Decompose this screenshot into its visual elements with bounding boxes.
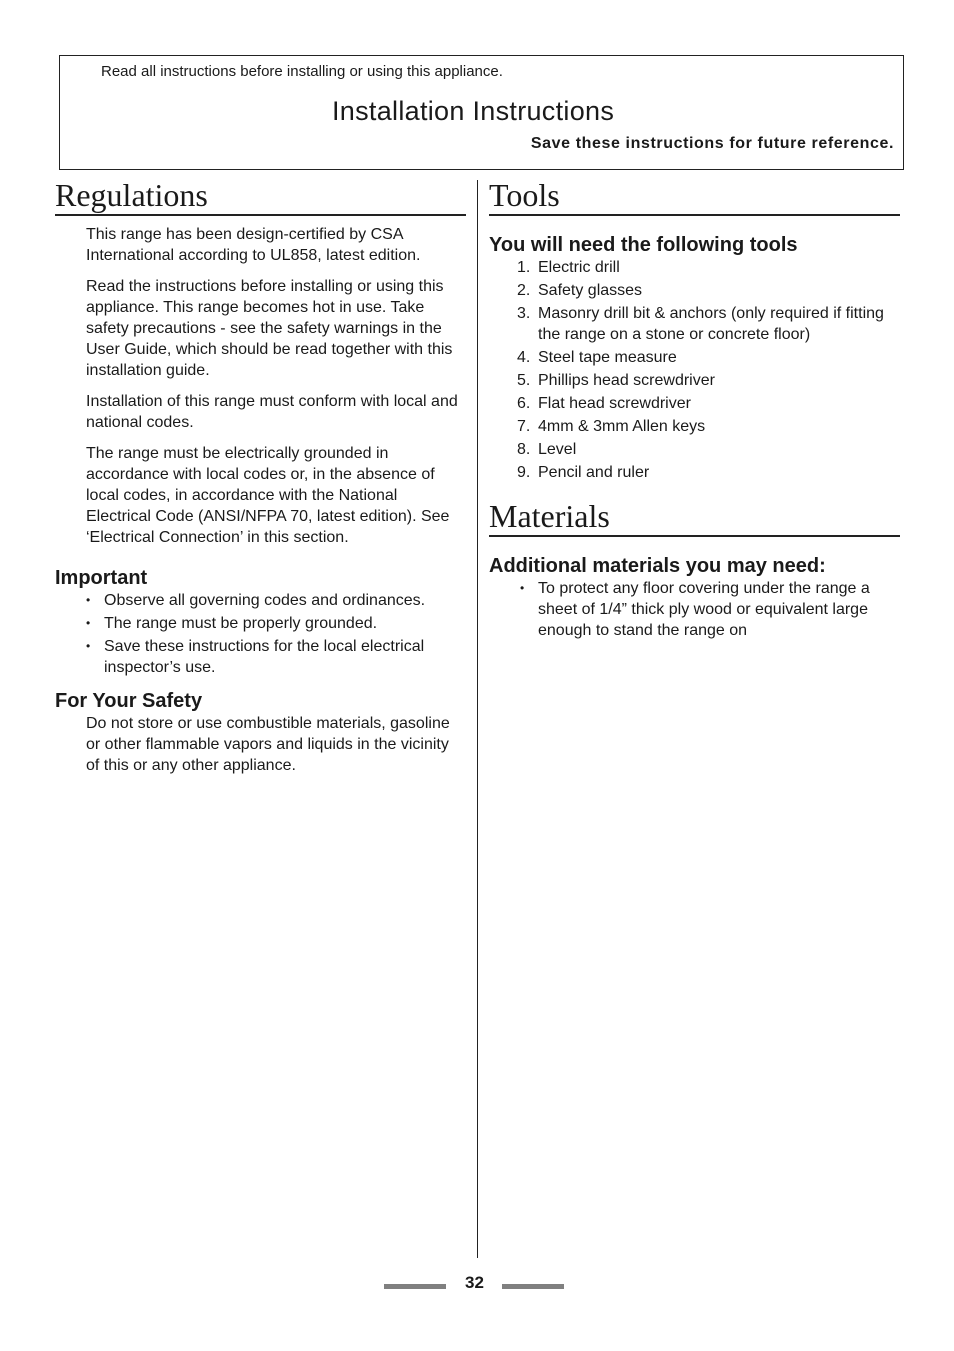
header-note: Read all instructions before installing or using this appliance. (101, 63, 503, 80)
header-title: Installation Instructions (332, 96, 615, 126)
list-item (489, 257, 900, 278)
tools-title: Tools (489, 178, 900, 216)
list-number: 3. (517, 305, 531, 322)
important-list (55, 590, 466, 678)
tools-column (489, 178, 900, 643)
list-text: Flat head screwdriver (538, 395, 691, 412)
list-item: • Observe all governing codes and ordinances. (55, 590, 466, 611)
list-text: Steel tape measure (538, 349, 677, 366)
save-note: Save these instructions for future reference. (530, 135, 894, 152)
list-number: 6. (517, 395, 531, 412)
safety-heading: For Your Safety (55, 690, 203, 712)
list-text: Electric drill (538, 259, 620, 276)
important-heading: Important (55, 567, 148, 589)
list-item: • To protect any floor covering under the range a sheet of 1/4” thick ply wood or equivalent large enough to stand the range on (489, 578, 900, 641)
list-item (489, 439, 900, 460)
header-box (59, 55, 904, 170)
list-text: Safety glasses (538, 282, 643, 299)
tools-heading: You will need the following tools (489, 234, 798, 256)
regulations-paragraph: Read the instructions before installing or using this appliance. This range becomes hot in use. Take safety precautions - see the safety warnings in the User Guide, which should be read together with this installation guide. (86, 278, 453, 379)
list-item (489, 370, 900, 391)
list-item (489, 347, 900, 368)
regulations-paragraph: The range must be electrically grounded in accordance with local codes or, in the absence of local codes, in accordance with the National Electrical Code (ANSI/NFPA 70, latest edition). See ‘Electrical Connection’ in this section. (86, 445, 450, 546)
footer-bar-left (384, 1284, 446, 1289)
regulations-title: Regulations (55, 178, 466, 216)
list-text: Masonry drill bit & anchors (only required if fitting the range on a stone or concrete floor) (538, 305, 884, 343)
list-number: 5. (517, 372, 531, 389)
list-number: 8. (517, 441, 531, 458)
regulations-paragraph: Installation of this range must conform with local and national codes. (86, 393, 458, 431)
regulations-paragraph: This range has been design-certified by CSA International according to UL858, latest edition. (86, 226, 421, 264)
list-item (489, 303, 900, 345)
materials-title: Materials (489, 499, 900, 537)
list-number: 7. (517, 418, 531, 435)
list-item (489, 393, 900, 414)
list-number: 2. (517, 282, 531, 299)
regulations-column (55, 178, 466, 786)
column-divider (477, 180, 478, 1258)
safety-text: Do not store or use combustible materials, gasoline or other flammable vapors and liquids in the vicinity of this or any other appliance. (86, 715, 450, 774)
list-text: Pencil and ruler (538, 464, 650, 481)
list-number: 9. (517, 464, 531, 481)
tools-list (489, 257, 900, 483)
list-item: • Save these instructions for the local electrical inspector’s use. (55, 636, 466, 678)
list-text: 4mm & 3mm Allen keys (538, 418, 706, 435)
list-number: 1. (517, 259, 531, 276)
page-number: 32 (465, 1273, 484, 1292)
list-text: Phillips head screwdriver (538, 372, 715, 389)
materials-heading: Additional materials you may need: (489, 555, 826, 577)
materials-list (489, 578, 900, 641)
footer-bar-right (502, 1284, 564, 1289)
list-text: Level (538, 441, 577, 458)
page-footer (384, 1272, 566, 1300)
list-number: 4. (517, 349, 531, 366)
list-item (489, 416, 900, 437)
list-item (489, 462, 900, 483)
list-item: • The range must be properly grounded. (55, 613, 466, 634)
list-item (489, 280, 900, 301)
